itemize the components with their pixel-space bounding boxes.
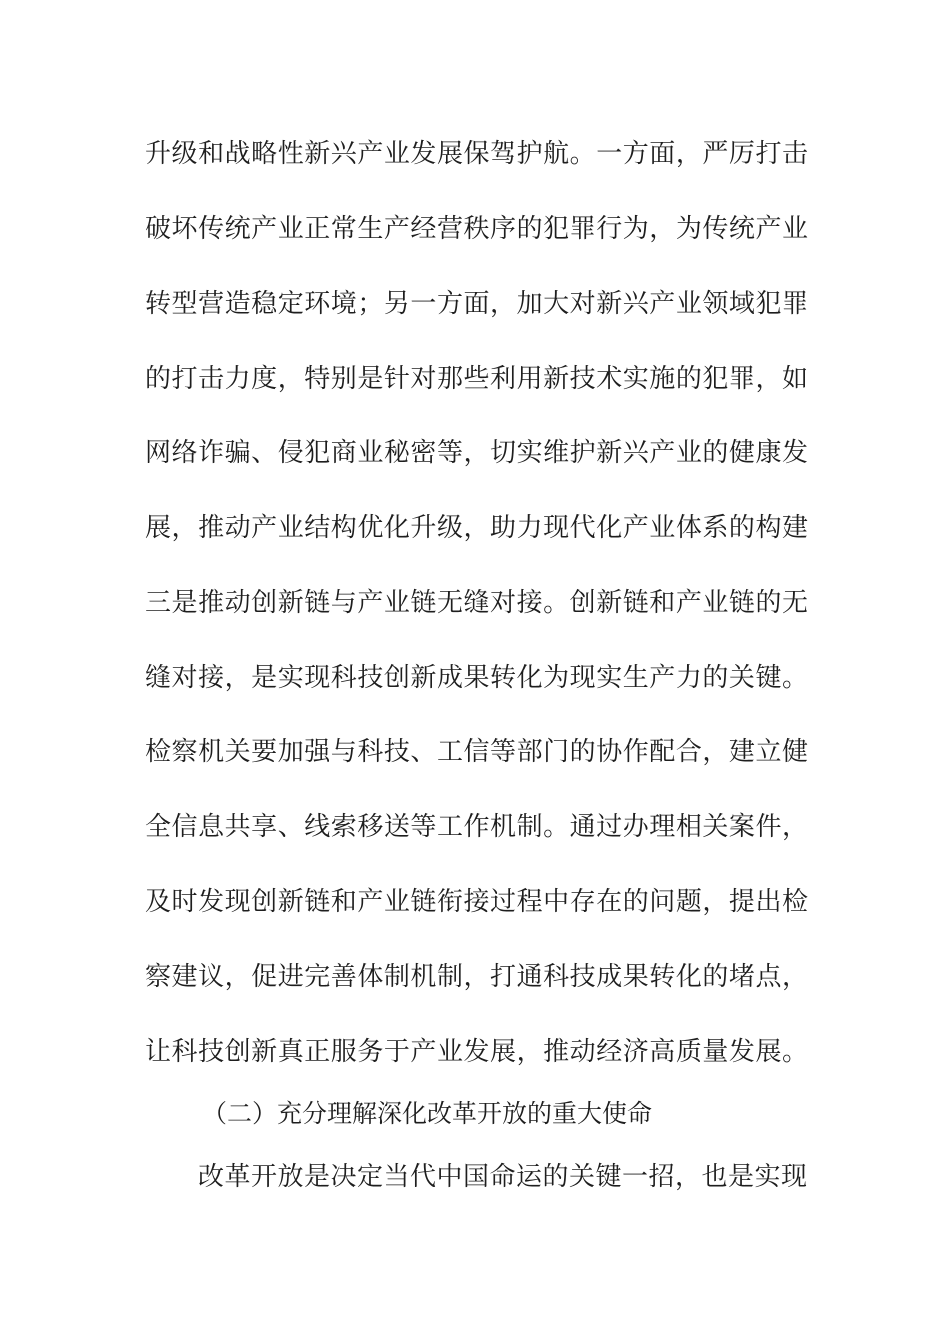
body-text-line: 察建议，促进完善体制机制，打通科技成果转化的堵点， bbox=[145, 962, 808, 991]
section-heading: （二）充分理解深化改革开放的重大使命 bbox=[202, 1101, 653, 1128]
body-text-line: 的打击力度，特别是针对那些利用新技术实施的犯罪，如 bbox=[145, 364, 808, 393]
body-text-line: 全信息共享、线索移送等工作机制。通过办理相关案件， bbox=[145, 812, 808, 841]
body-text-line: 及时发现创新链和产业链衔接过程中存在的问题，提出检 bbox=[145, 887, 808, 916]
body-text-line: 检察机关要加强与科技、工信等部门的协作配合，建立健 bbox=[145, 737, 808, 766]
body-text-line: 升级和战略性新兴产业发展保驾护航。一方面，严厉打击 bbox=[145, 139, 808, 168]
body-text-line: 展，推动产业结构优化升级，助力现代化产业体系的构建 bbox=[145, 513, 808, 542]
body-text-line: 转型营造稳定环境；另一方面，加大对新兴产业领域犯罪 bbox=[145, 289, 808, 318]
body-text-line: 缝对接，是实现科技创新成果转化为现实生产力的关键。 bbox=[145, 663, 808, 692]
body-text-line: 三是推动创新链与产业链无缝对接。创新链和产业链的无 bbox=[145, 588, 808, 617]
body-text-line: 改革开放是决定当代中国命运的关键一招，也是实现 bbox=[198, 1162, 807, 1191]
body-text-line: 网络诈骗、侵犯商业秘密等，切实维护新兴产业的健康发 bbox=[145, 438, 808, 467]
body-text-line: 破坏传统产业正常生产经营秩序的犯罪行为，为传统产业 bbox=[145, 214, 808, 243]
body-text-line: 让科技创新真正服务于产业发展，推动经济高质量发展。 bbox=[145, 1037, 808, 1066]
